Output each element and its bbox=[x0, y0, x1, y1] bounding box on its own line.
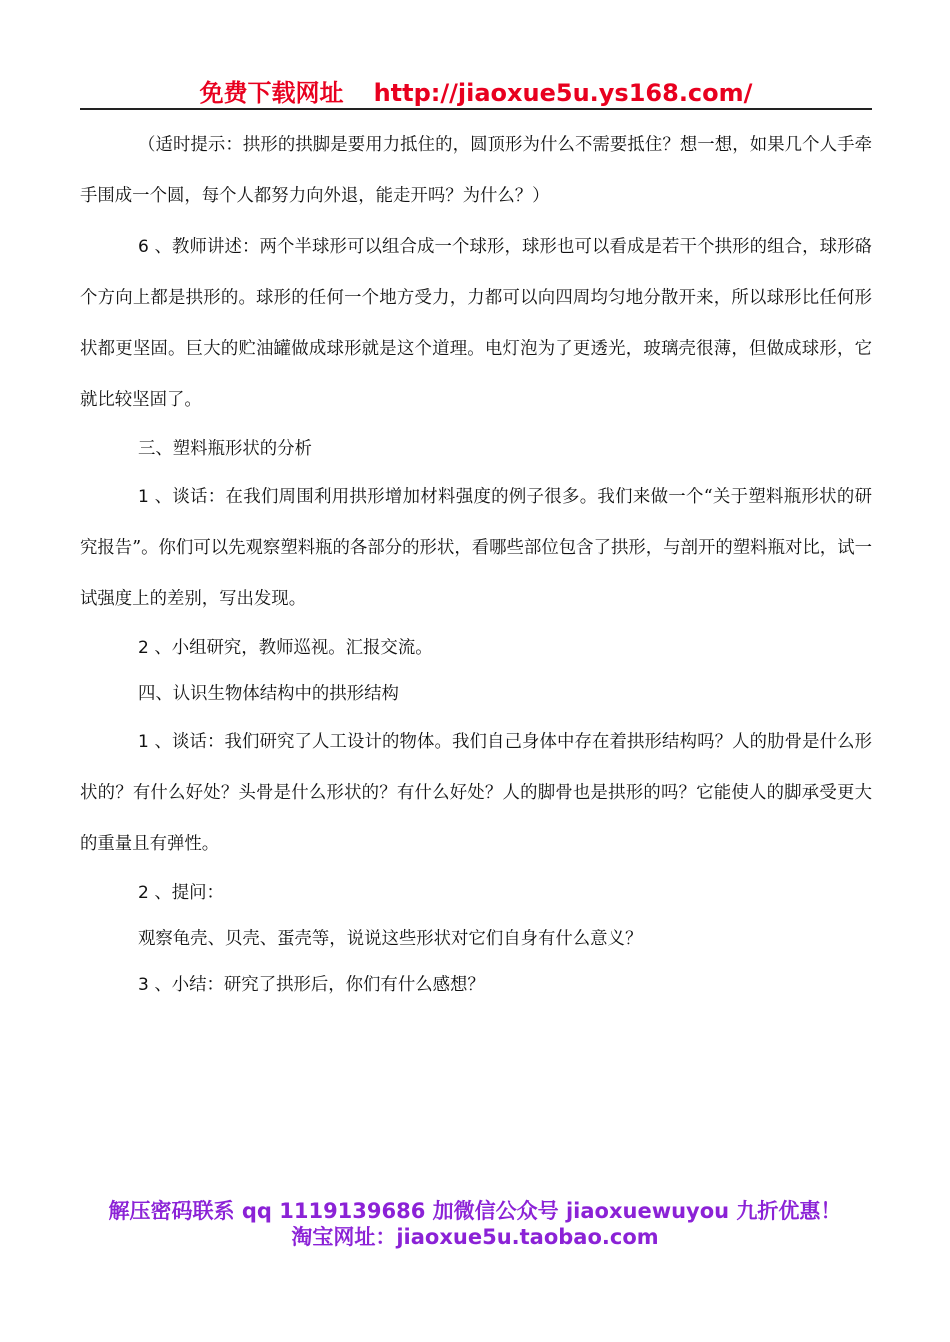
paragraph-step-2a bbox=[80, 625, 872, 671]
paragraph-observe bbox=[80, 916, 872, 962]
heading-text: 四、认识生物体结构中的拱形结构 bbox=[138, 684, 399, 704]
paragraph-text: 、小组研究，教师巡视。汇报交流。 bbox=[148, 638, 433, 658]
step-number: 3 bbox=[138, 975, 149, 995]
step-number: 6 bbox=[138, 237, 149, 257]
paragraph-step-1b bbox=[80, 717, 872, 870]
paragraph-hint bbox=[80, 120, 872, 222]
step-number: 1 bbox=[138, 732, 149, 752]
paragraph-text: 观察龟壳、贝壳、蛋壳等，说说这些形状对它们自身有什么意义？ bbox=[138, 929, 643, 949]
step-number: 2 bbox=[138, 883, 149, 903]
step-number: 2 bbox=[138, 638, 149, 658]
section-heading-3 bbox=[80, 426, 872, 472]
paragraph-text: 、谈话：我们研究了人工设计的物体。我们自己身体中存在着拱形结构吗？人的肋骨是什么形状的？有什么好处？头骨是什么形状的？有什么好处？人的脚骨也是拱形的吗？它能使人的脚承受更大的重量且有弹性。 bbox=[80, 732, 872, 854]
footer-contact-line: 解压密码联系 qq 1119139686 加微信公众号 jiaoxuewuyou 九折优惠！ bbox=[108, 1199, 842, 1223]
paragraph-text: 、教师讲述：两个半球形可以组合成一个球形，球形也可以看成是若干个拱形的组合，球形硌个方向上都是拱形的。球形的任何一个地方受力，力都可以向四周均匀地分散开来，所以球形比任何形状都更坚固。巨大的贮油罐做成球形就是这个道理。电灯泡为了更透光，玻璃壳很薄，但做成球形，它就比较坚固了。 bbox=[80, 237, 872, 410]
header-url-link[interactable]: http://jiaoxue5u.ys168.com/ bbox=[373, 79, 753, 107]
paragraph-text: （适时提示：拱形的拱脚是要用力抵住的，圆顶形为什么不需要抵住？想一想，如果几个人手牵手围成一个圆，每个人都努力向外退，能走开吗？为什么？） bbox=[80, 135, 872, 206]
paragraph-text: 、小结：研究了拱形后，你们有什么感想？ bbox=[148, 975, 485, 995]
download-header bbox=[80, 78, 872, 108]
footer-shop-link[interactable]: 淘宝网址：jiaoxue5u.taobao.com bbox=[291, 1225, 659, 1249]
header-label: 免费下载网址 bbox=[199, 79, 344, 107]
document-body bbox=[80, 120, 872, 1008]
paragraph-step-3 bbox=[80, 962, 872, 1008]
heading-text: 三、塑料瓶形状的分析 bbox=[138, 439, 312, 459]
paragraph-step-6 bbox=[80, 222, 872, 426]
section-heading-4 bbox=[80, 671, 872, 717]
paragraph-step-2b bbox=[80, 870, 872, 916]
step-number: 1 bbox=[138, 487, 149, 507]
paragraph-text: 、提问： bbox=[148, 883, 224, 903]
paragraph-text: 、谈话：在我们周围利用拱形增加材料强度的例子很多。我们来做一个“关于塑料瓶形状的研究报告”。你们可以先观察塑料瓶的各部分的形状，看哪些部位包含了拱形，与剖开的塑料瓶对比，试一试强度上的差别，写出发现。 bbox=[80, 487, 872, 609]
header-divider bbox=[80, 108, 872, 110]
paragraph-step-1a bbox=[80, 472, 872, 625]
